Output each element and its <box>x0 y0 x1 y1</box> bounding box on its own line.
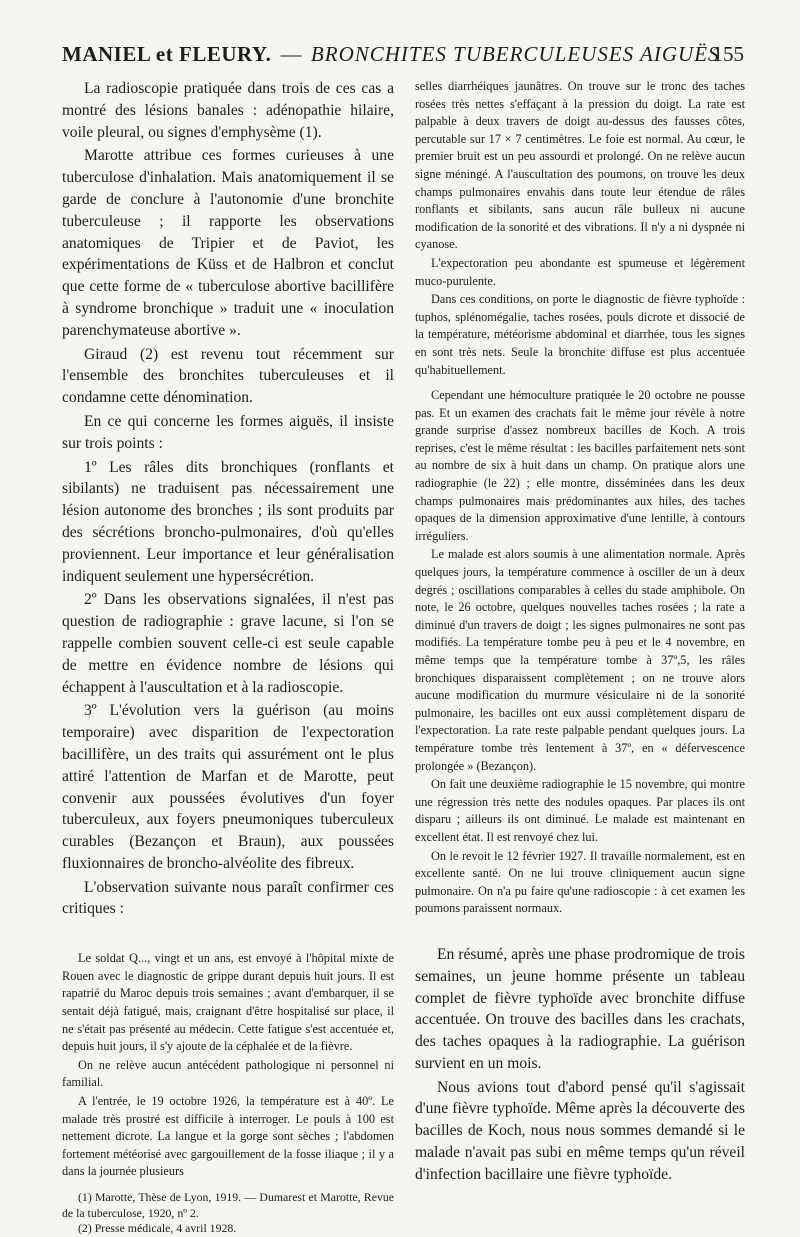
paragraph: 2º Dans les observations signalées, il n'est pas question de radiographie : grave lacune, si l'on se rappelle combien souvent celle-ci est seule capable de mettre en évidence nombre de lésions qui échappent à l'auscultation et à la radioscopie. <box>62 591 394 696</box>
case-report-right <box>415 78 745 918</box>
summary-text <box>415 944 745 1186</box>
case-report-left <box>62 950 394 1181</box>
left-body-text <box>62 78 394 920</box>
paragraph: En ce qui concerne les formes aiguës, il insiste sur trois points : <box>62 412 394 452</box>
case-paragraph: L'expectoration peu abondante est spumeuse et légèrement muco-purulente. <box>415 255 745 288</box>
paragraph: L'observation suivante nous paraît confirmer ces critiques : <box>62 878 394 918</box>
case-paragraph: On ne relève aucun antécédent pathologique ni personnel ni familial. <box>62 1057 394 1090</box>
running-header <box>62 42 744 68</box>
case-paragraph: selles diarrhéiques jaunâtres. On trouve sur le tronc des taches rosées très nettes s'effaçant à la pression du doigt. La rate est palpable à deux travers de doigt au-dessus des fausses côtes, percutable sur 17 × 7 centimètres. Le foie est normal. Au cœur, le premier bruit est un peu assourdi et prolongé. On ne relève aucun signe méningé. A l'auscultation des poumons, on trouve les deux champs pulmonaires envahis dans toute leur étendue de râles ronflants et sibilants, sans aucun râle bulleux ni aucune modification de la sonorité et des vibrations. Il n'y a ni dyspnée ni cyanose. <box>415 79 745 252</box>
case-paragraph: Dans ces conditions, on porte le diagnostic de fièvre typhoïde : tuphos, splénomégalie, taches rosées, pouls dicrote et dissocié de la température, météorisme abdominal et diarrhée, tous les signes en sont très nets. Seule la bronchite diffuse est plus accentuée qu'habituellement. <box>415 292 745 377</box>
case-paragraph: On fait une deuxième radiographie le 15 novembre, qui montre une régression très nette des nodules opaques. Par places ils ont disparu ; ailleurs ils ont diminué. Le malade est maintenant en excellent état. Il est renvoyé chez lui. <box>415 777 745 844</box>
right-column <box>415 78 745 1186</box>
case-paragraph: Cependant une hémoculture pratiquée le 20 octobre ne pousse pas. Et un examen des crachats fait le même jour révèle à notre grande surprise d'assez nombreux bacilles de Koch. A trois reprises, c'est le même résultat : les bacilles parfaitement nets sont au nombre de six à huit dans un champ. On pratique alors une radiographie (le 22) ; elle montre, disséminées dans les deux champs pulmonaires mais prédominantes aux hiles, des taches opaques de la dimension approximative d'une lentille, à contours irréguliers. <box>415 388 745 543</box>
case-paragraph: A l'entrée, le 19 octobre 1926, la température est à 40º. Le malade très prostré est difficile à interroger. Le pouls à 100 est nettement dicrote. La langue et la gorge sont sèches ; l'abdomen fortement météorisé avec gargouillement de la fosse iliaque ; il y a dans la journée plusieurs <box>62 1094 394 1179</box>
page-number: 155 <box>712 42 744 66</box>
summary-paragraph: En résumé, après une phase prodromique de trois semaines, un jeune homme présente un tableau complet de fièvre typhoïde avec bronchite diffuse accentuée. On trouve des bacilles dans les crachats, des taches opaques à la radiographie. La guérison survient en un mois. <box>415 945 745 1072</box>
paragraph: 1º Les râles dits bronchiques (ronflants et sibilants) ne traduisent pas nécessairement une lésion autonome des bronches ; ils sont produits par des sécrétions broncho-pulmonaires, d'où qu'elles proviennent. Leur importance et leur généralisation indiquent seulement une hypersécrétion. <box>62 458 394 585</box>
paragraph: La radioscopie pratiquée dans trois de ces cas a montré des lésions banales : adénopathie hilaire, voile pleural, ou signes d'emphysème (1). <box>62 80 394 141</box>
paragraph: Marotte attribue ces formes curieuses à une tuberculose d'inhalation. Mais anatomiquement il se garde de conclure à l'autonomie d'une bronchite tuberculeuse ; il rapporte les observations anatomiques de Tripier et de Paviot, les expérimentations de Küss et de Halbron et conclut que cette forme de « tuberculose abortive bacillifère à syndrome bronchique » traduit une « inoculation parenchymateuse abortive ». <box>62 147 394 339</box>
case-paragraph: Le malade est alors soumis à une alimentation normale. Après quelques jours, la température commence à osciller de un à deux degrés ; oscillations comparables à celles du stade amphibole. On note, le 26 octobre, quelques nouvelles taches rosées ; la rate a diminué d'un travers de doigt ; les signes pulmonaires ne sont pas modifiés. La température tombe peu à peu et le 4 novembre, en même temps que la température tombe à 37º,5, les râles bronchiques disparaissent complètement ; on ne trouve alors aucune modification du murmure vésiculaire ni de la sonorité pulmonaire, les bacilles ont eux aussi complètement disparu de l'expectoration. La rate reste palpable pendant quelques jours. La température tombe très lentement à 37º, en « défervescence prolongée » (Bezançon). <box>415 547 745 773</box>
header-title: BRONCHITES TUBERCULEUSES AIGUËS <box>310 42 720 66</box>
case-paragraph: On le revoit le 12 février 1927. Il travaille normalement, est en excellente santé. On ne lui trouve cliniquement aucun signe pulmonaire. On n'a pu faire qu'une radioscopie : à cet examen les poumons paraissent normaux. <box>415 848 745 916</box>
footnote: (2) Presse médicale, 4 avril 1928. <box>78 1221 237 1235</box>
paragraph: 3º L'évolution vers la guérison (au moins temporaire) avec disparition de l'expectoration bacillifère, un des traits qui assurément ont le plus attiré l'attention de Marfan et de Marotte, peut convenir aux poussées évolutives d'un foyer tuberculeux, aux foyers pneumoniques tuberculeux curables (Bezançon et Braun), aux poussées fluxionnaires de broncho-alvéolite des fibreux. <box>62 702 394 872</box>
header-dash: — <box>280 42 302 66</box>
paragraph: Giraud (2) est revenu tout récemment sur l'ensemble des bronchites tuberculeuses et il condamne cette dénomination. <box>62 345 394 407</box>
left-column <box>62 78 394 1237</box>
summary-paragraph: Nous avions tout d'abord pensé qu'il s'agissait d'une fièvre typhoïde. Même après la découverte des bacilles de Koch, nous nous sommes demandé si le malade n'avait pas subi en même temps qu'un réveil d'infection bacillaire une fièvre typhoïde. <box>415 1078 745 1183</box>
footnotes <box>62 1189 394 1237</box>
case-paragraph: Le soldat Q..., vingt et un ans, est envoyé à l'hôpital mixte de Rouen avec le diagnostic de grippe durant depuis huit jours. Il est rapatrié du Maroc depuis trois semaines ; avant d'embarquer, il se sentait déjà fatigué, mais, craignant d'être hospitalisé sur place, il ne s'était pas présenté au médecin. Cette fatigue s'est accentuée et, depuis huit jours, il s'y ajoute de la céphalée et de la fièvre. <box>62 951 394 1054</box>
header-authors: MANIEL et FLEURY. <box>62 42 272 66</box>
footnote: (1) Marotte, Thèse de Lyon, 1919. — Dumarest et Marotte, Revue de la tuberculose, 1920, nº 2. <box>62 1190 394 1220</box>
